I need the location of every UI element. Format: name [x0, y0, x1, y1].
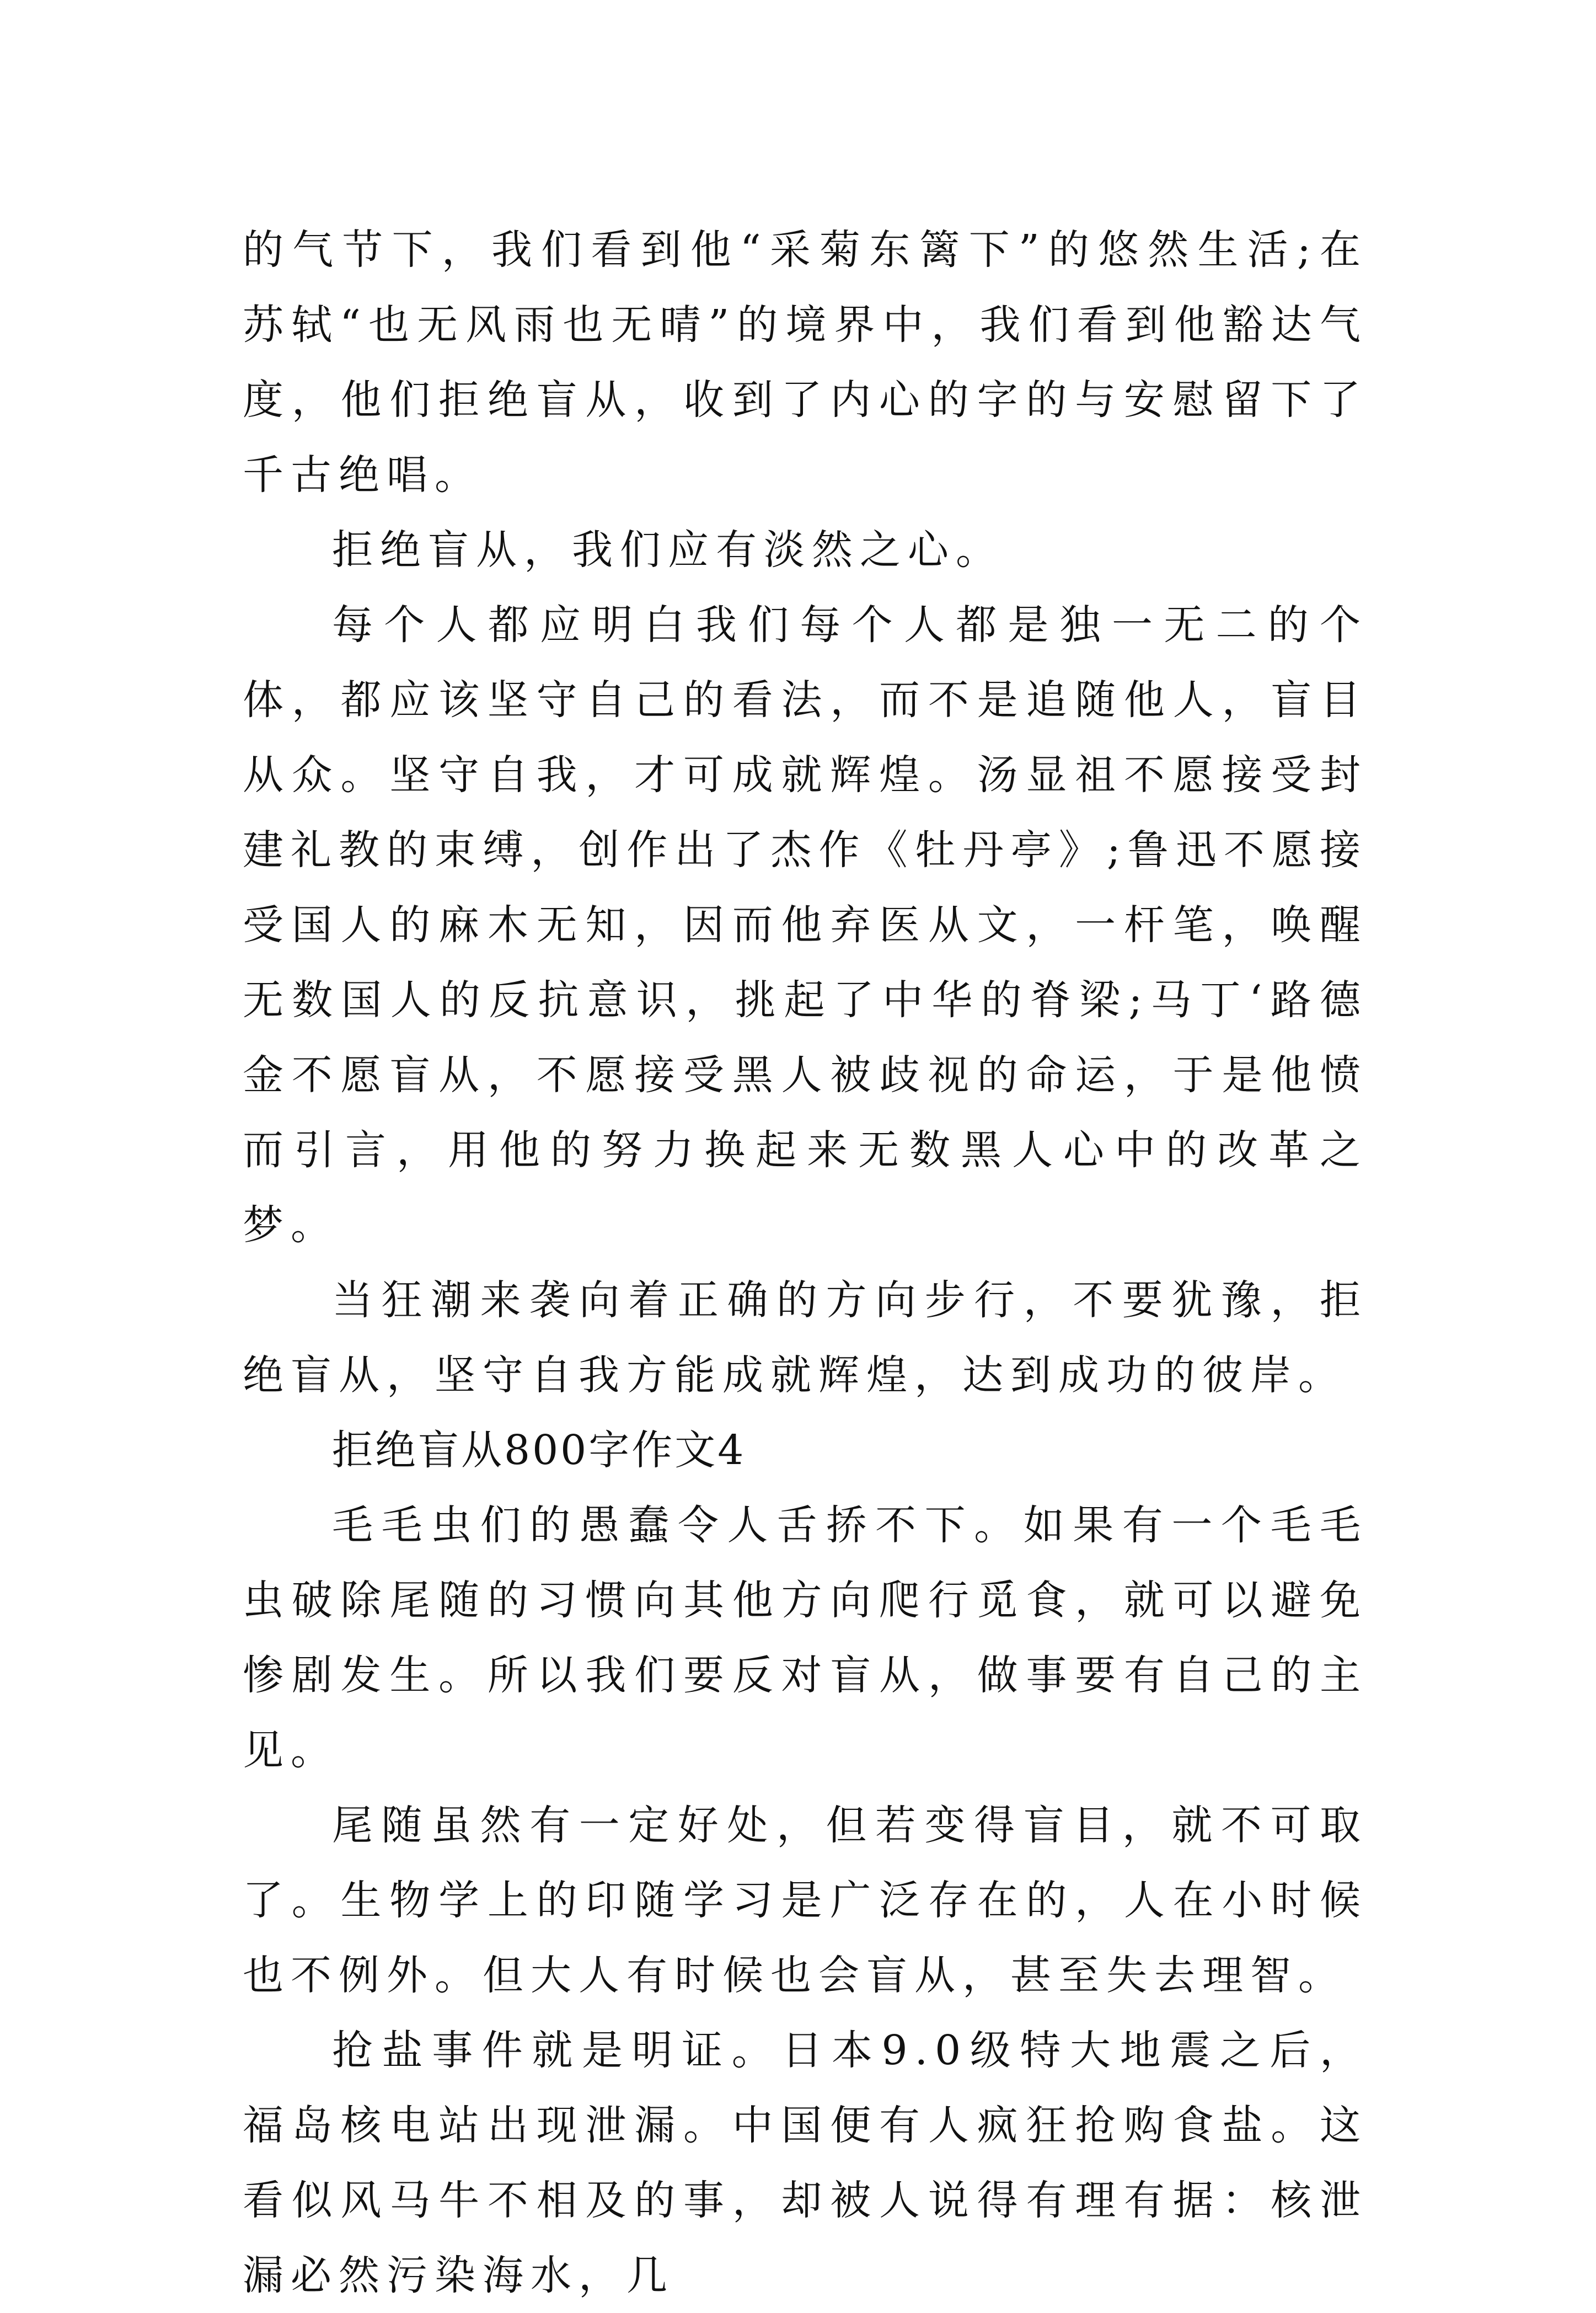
essay-heading: 拒绝盲从800字作文4 [332, 1427, 746, 1474]
paragraph-thesis: 拒绝盲从，我们应有淡然之心。 [332, 526, 1004, 574]
paragraph-imprinting: 尾随虽然有一定好处，但若变得盲目，就不可取了。生物学上的印随学习是广泛存在的，人在小时候也不例外。但大人有时候也会盲从，甚至失去理智。 [243, 1802, 1368, 1999]
paragraph-caterpillars: 毛毛虫们的愚蠢令人舌挢不下。如果有一个毛毛虫破除尾随的习惯向其他方向爬行觅食，就可以避免惨剧发生。所以我们要反对盲从，做事要有自己的主见。 [243, 1502, 1368, 1774]
paragraph-continuation: 的气节下，我们看到他“采菊东篱下”的悠然生活;在苏轼“也无风雨也无晴”的境界中，我们看到他豁达气度，他们拒绝盲从，收到了内心的字的与安慰留下了千古绝唱。 [243, 226, 1368, 499]
document-body [243, 212, 1368, 2313]
paragraph-conclusion: 当狂潮来袭向着正确的方向步行，不要犹豫，拒绝盲从，坚守自我方能成就辉煌，达到成功的彼岸。 [243, 1276, 1368, 1399]
paragraph-salt-event: 抢盐事件就是明证。日本9.0级特大地震之后，福岛核电站出现泄漏。中国便有人疯狂抢购食盐。这看似风马牛不相及的事，却被人说得有理有据：核泄漏必然污染海水，几 [243, 2027, 1368, 2299]
paragraph-examples: 每个人都应明白我们每个人都是独一无二的个体，都应该坚守自己的看法，而不是追随他人，盲目从众。坚守自我，才可成就辉煌。汤显祖不愿接受封建礼教的束缚，创作出了杰作《牡丹亭》;鲁迅不愿接受国人的麻木无知，因而他弃医从文，一杆笔，唤醒无数国人的反抗意识，挑起了中华的脊梁;马丁‘路德金不愿盲从，不愿接受黑人被歧视的命运，于是他愤而引言，用他的努力换起来无数黑人心中的改革之梦。 [243, 601, 1368, 1249]
